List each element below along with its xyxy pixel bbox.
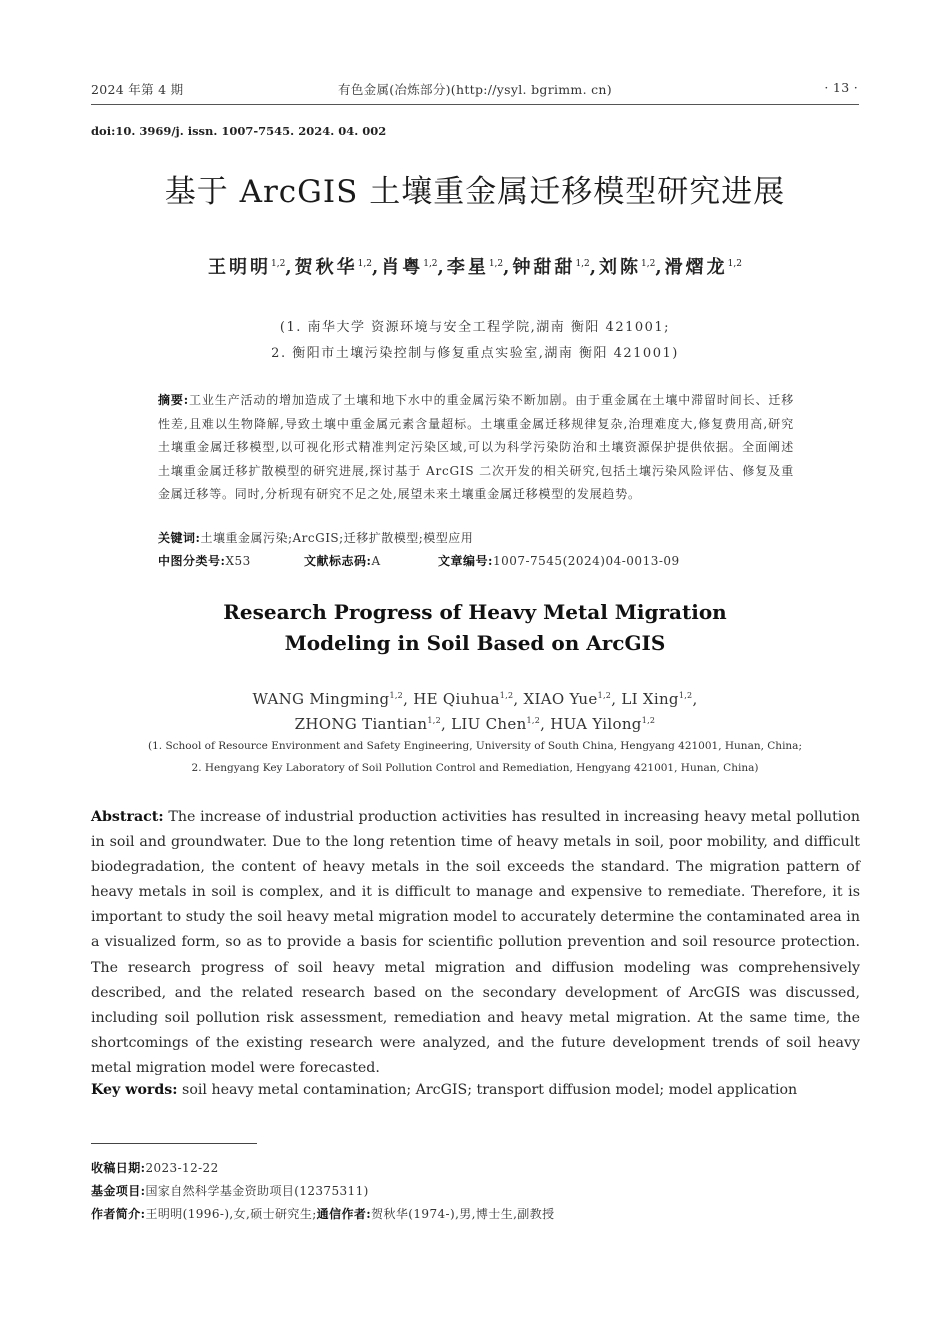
article-value: 1007-7545(2024)04-0013-09: [492, 554, 680, 568]
footnote-divider: [91, 1143, 257, 1144]
author-en-sup: 1,2: [526, 716, 541, 725]
header-journal: 有色金属(冶炼部分)(http://ysyl. bgrimm. cn): [338, 82, 612, 97]
author-zh: 刘陈: [599, 257, 642, 278]
keywords-zh-text: 土壤重金属污染;ArcGIS;迁移扩散模型;模型应用: [200, 531, 474, 545]
clc-label: 中图分类号:: [158, 554, 226, 568]
author-zh: 贺秋华: [294, 257, 358, 278]
received-label: 收稿日期:: [91, 1161, 146, 1175]
author-en-sup: 1,2: [641, 716, 656, 725]
author-en: XIAO Yue: [523, 690, 598, 708]
title-en-line1: Research Progress of Heavy Metal Migration: [223, 600, 727, 624]
author-en: LIU Chen: [451, 715, 527, 733]
keywords-zh-label: 关键词:: [158, 531, 201, 545]
abstract-zh-text: 工业生产活动的增加造成了土壤和地下水中的重金属污染不断加剧。由于重金属在土壤中滞留时间长、迁移性差,且难以生物降解,导致土壤中重金属元素含量超标。土壤重金属迁移规律复杂,治理难度大,修复费用高,研究土壤重金属迁移模型,以可视化形式精准判定污染区域,可以为科学污染防治和土壤资源保护提供依据。全面阐述土壤重金属迁移扩散模型的研究进展,探讨基于 ArcGIS 二次开发的相关研究,包括土壤污染风险评估、修复及重金属迁移等。同时,分析现有研究不足之处,展望未来土壤重金属迁移模型的发展趋势。: [158, 393, 794, 501]
abstract-zh-label: 摘要:: [158, 393, 189, 407]
author-zh-sup: 1,2: [641, 259, 656, 269]
fund-value: 国家自然科学基金资助项目(12375311): [145, 1184, 369, 1198]
author-zh-sup: 1,2: [727, 259, 742, 269]
footnote-author: [91, 1205, 555, 1222]
author-en-sup: 1,2: [389, 691, 404, 700]
affiliation-en-2: 2. Hengyang Key Laboratory of Soil Pollution Control and Remediation, Hengyang 421001, Hunan, China): [191, 762, 759, 774]
author-zh: 王明明: [208, 257, 271, 278]
received-value: 2023-12-22: [145, 1161, 219, 1175]
corresponding-value: 贺秋华(1974-),男,博士生,副教授: [371, 1207, 555, 1221]
author-zh: 肖粤: [381, 257, 424, 278]
doc-code: [304, 552, 381, 569]
doc-label: 文献标志码:: [304, 554, 372, 568]
authors-en-line1: WANG Mingming$^{1,2}$, HE Qiuhua$^{1,2}$, XIAO Yue$^{1,2}$, LI Xing$^{1,2}$,: [252, 690, 698, 708]
author-zh-sup: 1,2: [488, 259, 504, 269]
author-en: ZHONG Tiantian: [294, 715, 428, 733]
header-page-number: · 13 ·: [824, 80, 858, 95]
author-zh-sup: 1,2: [357, 259, 372, 269]
abstract-zh: [158, 389, 794, 507]
affiliation-zh-1: (1. 南华大学 资源环境与安全工程学院,湖南 衡阳 421001;: [279, 320, 671, 335]
corresponding-label: 通信作者:: [316, 1207, 372, 1221]
clc-number: [158, 552, 251, 569]
title-zh: 基于 ArcGIS 土壤重金属迁移模型研究进展: [164, 174, 786, 210]
article-number: [438, 552, 680, 569]
author-en-sup: 1,2: [427, 716, 442, 725]
author-zh: 钟甜甜: [512, 257, 576, 278]
author-en-sup: 1,2: [678, 691, 693, 700]
author-en-sup: 1,2: [597, 691, 612, 700]
author-en-sup: 1,2: [499, 691, 514, 700]
author-zh: 滑熠龙: [664, 257, 728, 278]
header-issue: 2024 年第 4 期: [91, 82, 184, 97]
affiliation-en-1: (1. School of Resource Environment and Safety Engineering, University of South China, Hengyang 421001, Hunan, China;: [148, 740, 802, 752]
authors-en-line2: ZHONG Tiantian$^{1,2}$, LIU Chen$^{1,2}$, HUA Yilong$^{1,2}$: [294, 715, 656, 733]
article-label: 文章编号:: [438, 554, 493, 568]
abstract-en: [91, 805, 860, 1081]
title-en: [0, 597, 950, 659]
author-en: WANG Mingming: [252, 690, 390, 708]
header-divider: [91, 104, 859, 105]
abstract-en-text: The increase of industrial production activities has resulted in increasing heavy metal pollution in soil and groundwater. Due to the long retention time of heavy metals in soil, poor mobility, and difficult biodegradation, the content of heavy metals in the soil exceeds the standard. The migration pattern of heavy metals in soil is complex, and it is difficult to manage and expensive to remediate. Therefore, it is important to study the soil heavy metal migration model to accurately determine the contaminated area in a visualized form, so as to provide a basis for scientific pollution prevention and soil resource protection. The research progress of soil heavy metal migration and diffusion modeling was comprehensively described, and the related research based on the secondary development of ArcGIS was discussed, including soil pollution risk assessment, remediation and heavy metal migration. At the same time, the shortcomings of the existing research were analyzed, and the future development trends of soil heavy metal migration model were forecasted.: [91, 809, 860, 1076]
author-zh-sup: 1,2: [575, 259, 590, 269]
keywords-zh: [158, 529, 473, 546]
keywords-en-label: Key words:: [91, 1082, 178, 1098]
clc-value: X53: [225, 554, 251, 568]
fund-label: 基金项目:: [91, 1184, 146, 1198]
doi: doi:10. 3969/j. issn. 1007-7545. 2024. 04. 002: [91, 124, 387, 138]
title-en-line2: Modeling in Soil Based on ArcGIS: [284, 631, 666, 655]
keywords-en: [91, 1082, 797, 1098]
author-en: HUA Yilong: [550, 715, 642, 733]
author-bio-value: 王明明(1996-),女,硕士研究生;: [145, 1207, 317, 1221]
author-en: LI Xing: [621, 690, 679, 708]
doc-value: A: [371, 554, 381, 568]
keywords-en-text: soil heavy metal contamination; ArcGIS; transport diffusion model; model application: [177, 1082, 798, 1098]
author-zh-sup: 1,2: [271, 259, 286, 269]
author-bio-label: 作者简介:: [91, 1207, 146, 1221]
author-en: HE Qiuhua: [413, 690, 500, 708]
abstract-en-label: Abstract:: [91, 809, 164, 825]
author-zh: 李星: [446, 257, 489, 278]
author-zh-sup: 1,2: [423, 259, 438, 269]
footnote-received: [91, 1159, 219, 1176]
footnote-fund: [91, 1182, 369, 1199]
authors-zh: 王明明$^{1,2}$,贺秋华$^{1,2}$,肖粤$^{1,2}$,李星$^{1,2}$,钟甜甜$^{1,2}$,刘陈$^{1,2}$,滑熠龙$^{1,2}$: [208, 257, 742, 278]
affiliation-zh-2: 2. 衡阳市土壤污染控制与修复重点实验室,湖南 衡阳 421001): [271, 346, 679, 361]
